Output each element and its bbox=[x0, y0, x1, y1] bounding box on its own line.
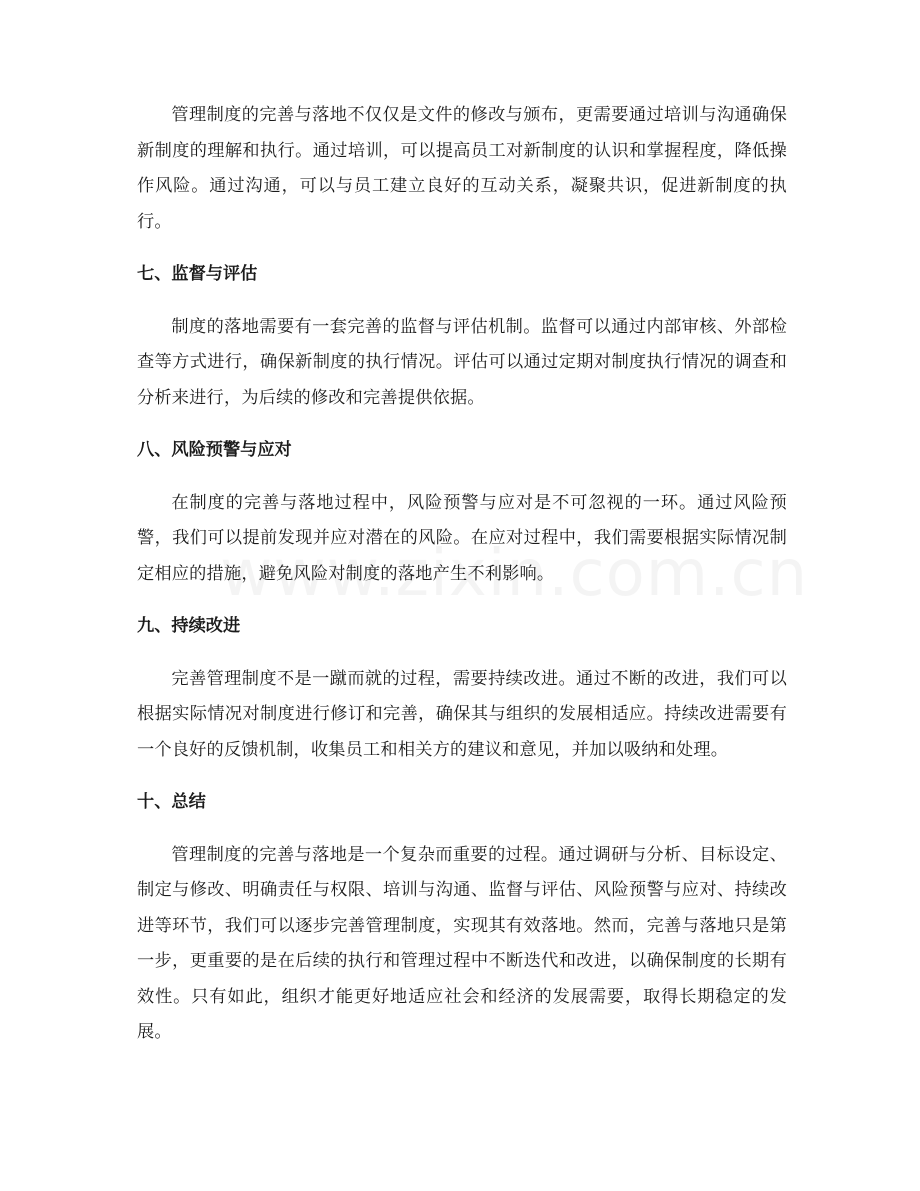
paragraph-section-7: 制度的落地需要有一套完善的监督与评估机制。监督可以通过内部审核、外部检查等方式进行，确保新制度的执行情况。评估可以通过定期对制度执行情况的调查和分析来进行，为后续的修改和完善提供依据。 bbox=[137, 316, 787, 408]
section-heading-7: 七、监督与评估 bbox=[137, 264, 258, 284]
paragraph-section-8: 在制度的完善与落地过程中，风险预警与应对是不可忽视的一环。通过风险预警，我们可以提前发现并应对潜在的风险。在应对过程中，我们需要根据实际情况制定相应的措施，避免风险对制度的落地产生不利影响。 bbox=[137, 492, 787, 584]
section-heading-8: 八、风险预警与应对 bbox=[137, 440, 292, 460]
paragraph-section-10: 管理制度的完善与落地是一个复杂而重要的过程。通过调研与分析、目标设定、制定与修改、明确责任与权限、培训与沟通、监督与评估、风险预警与应对、持续改进等环节，我们可以逐步完善管理制度，实现其有效落地。然而，完善与落地只是第一步，更重要的是在后续的执行和管理过程中不断迭代和改进，以确保制度的长期有效性。只有如此，组织才能更好地适应社会和经济的发展需要，取得长期稳定的发展。 bbox=[137, 844, 787, 1042]
document-body bbox=[137, 98, 787, 1051]
paragraph-section-9: 完善管理制度不是一蹴而就的过程，需要持续改进。通过不断的改进，我们可以根据实际情况对制度进行修订和完善，确保其与组织的发展相适应。持续改进需要有一个良好的反馈机制，收集员工和相关方的建议和意见，并加以吸纳和处理。 bbox=[137, 668, 787, 760]
paragraph-intro: 管理制度的完善与落地不仅仅是文件的修改与颁布，更需要通过培训与沟通确保新制度的理解和执行。通过培训，可以提高员工对新制度的认识和掌握程度，降低操作风险。通过沟通，可以与员工建立良好的互动关系，凝聚共识，促进新制度的执行。 bbox=[137, 105, 787, 232]
section-heading-9: 九、持续改进 bbox=[137, 616, 241, 636]
section-heading-10: 十、总结 bbox=[137, 792, 206, 812]
